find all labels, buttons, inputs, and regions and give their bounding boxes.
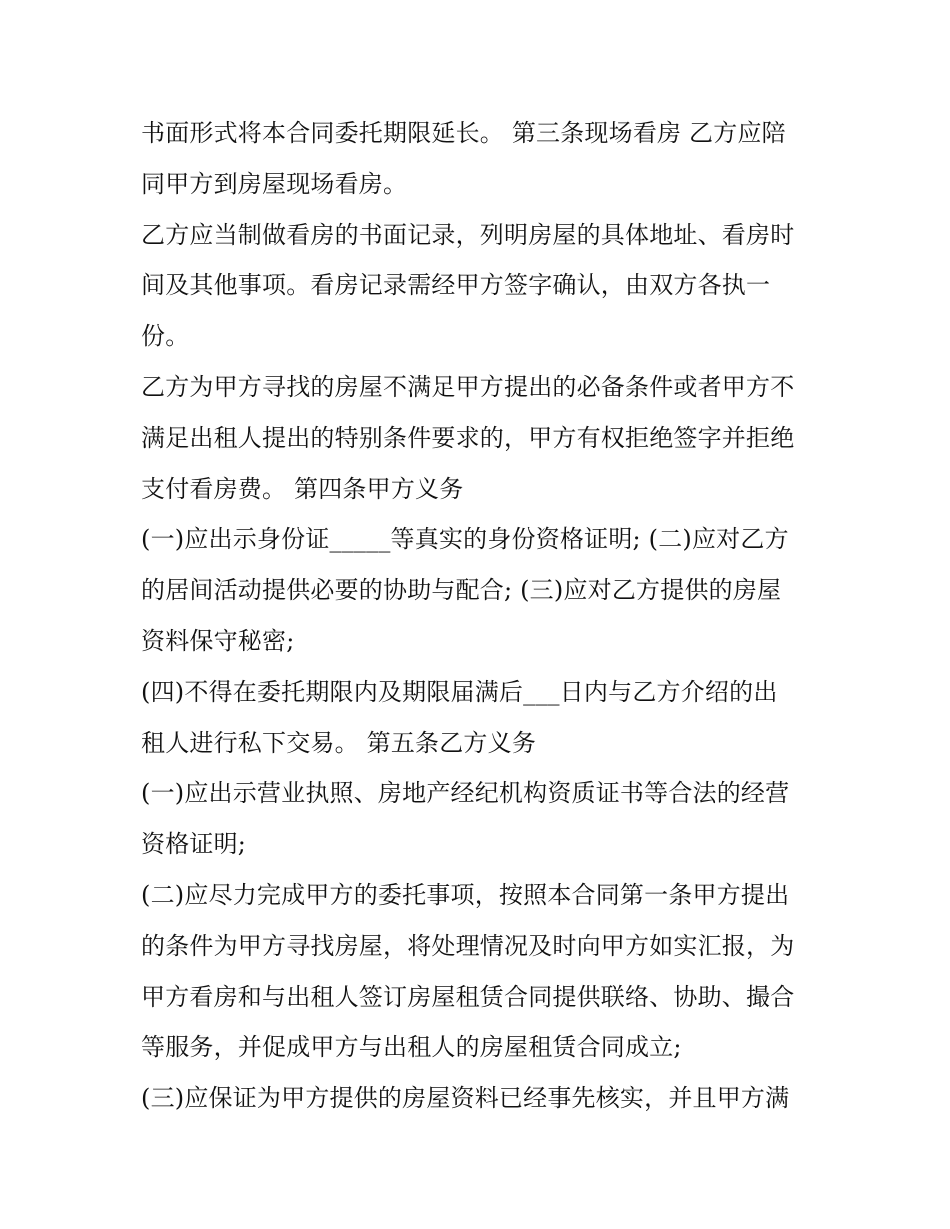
text-line: 满足出租人提出的特别条件要求的，甲方有权拒绝签字并拒绝 xyxy=(141,423,795,452)
text-line: 租人进行私下交易。 第五条乙方义务 xyxy=(141,728,537,757)
text-line: (三)应保证为甲方提供的房屋资料已经事先核实，并且甲方满 xyxy=(141,1084,790,1113)
text-line: (四)不得在委托期限内及期限届满后___日内与乙方介绍的出 xyxy=(141,677,778,706)
text-line: (一)应出示营业执照、房地产经纪机构资质证书等合法的经营 xyxy=(141,779,790,808)
text-line: 甲方看房和与出租人签订房屋租赁合同提供联络、协助、撮合 xyxy=(141,982,795,1011)
text-line: (二)应尽力完成甲方的委托事项，按照本合同第一条甲方提出 xyxy=(141,880,790,909)
text-line: 书面形式将本合同委托期限延长。 第三条现场看房 乙方应陪 xyxy=(141,119,786,147)
text-line: (一)应出示身份证_____等真实的身份资格证明; (二)应对乙方 xyxy=(141,525,789,554)
text-line: 乙方为甲方寻找的房屋不满足甲方提出的必备条件或者甲方不 xyxy=(141,372,795,401)
text-line: 同甲方到房屋现场看房。 xyxy=(141,169,408,198)
text-line: 资料保守秘密; xyxy=(141,626,295,655)
text-line: 的居间活动提供必要的协助与配合; (三)应对乙方提供的房屋 xyxy=(141,576,782,605)
text-line: 乙方应当制做看房的书面记录，列明房屋的具体地址、看房时 xyxy=(141,220,795,249)
text-line: 支付看房费。 第四条甲方义务 xyxy=(141,474,464,503)
text-line: 间及其他事项。看房记录需经甲方签字确认，由双方各执一 xyxy=(141,271,771,300)
text-line: 等服务，并促成甲方与出租人的房屋租赁合同成立; xyxy=(141,1033,682,1062)
text-line: 资格证明; xyxy=(141,830,247,859)
text-line: 份。 xyxy=(141,322,190,351)
text-line: 的条件为甲方寻找房屋，将处理情况及时向甲方如实汇报，为 xyxy=(141,931,795,960)
document-body xyxy=(141,108,813,1124)
